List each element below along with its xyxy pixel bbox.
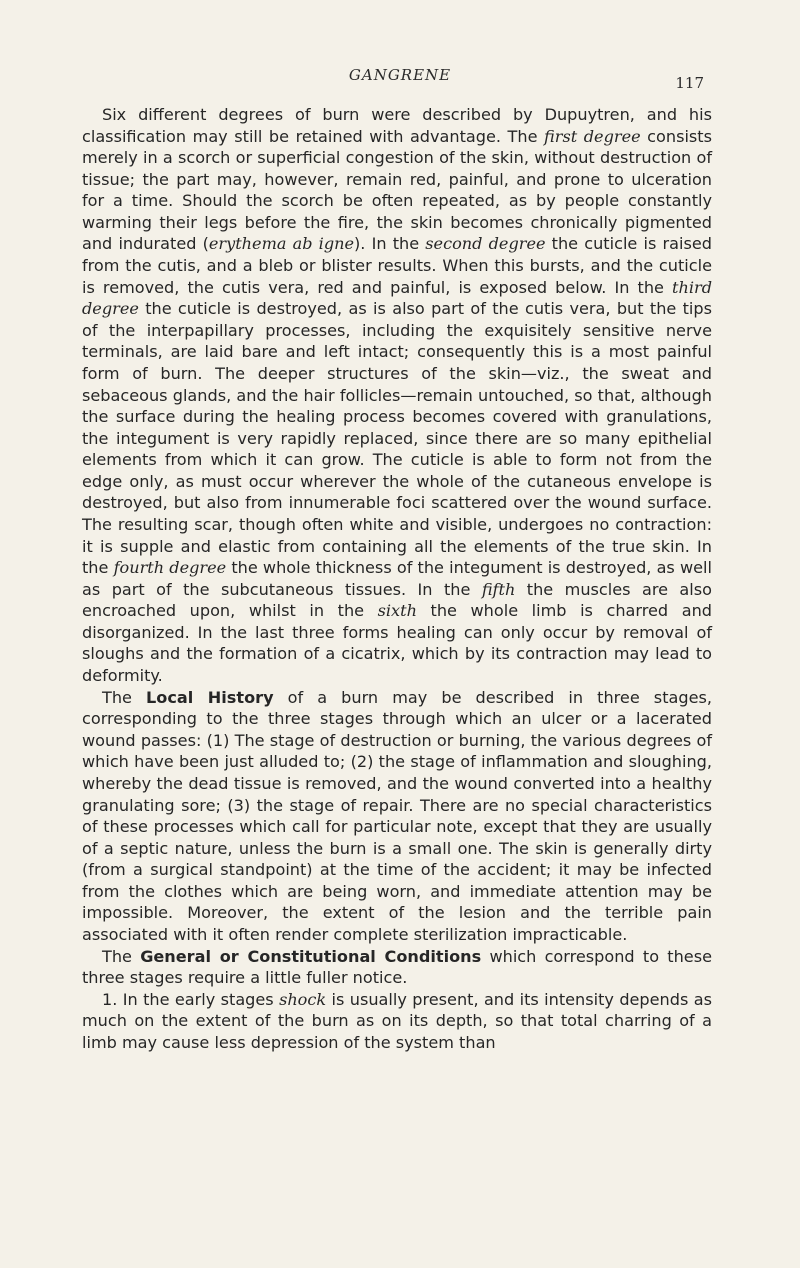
- term-fifth: fifth: [481, 579, 516, 599]
- page-number: 117: [675, 74, 704, 92]
- heading-local-history: Local History: [146, 687, 274, 707]
- term-erythema-ab-igne: erythema ab igne: [208, 234, 355, 254]
- term-first-degree: first degree: [544, 126, 641, 146]
- term-sixth: sixth: [377, 601, 417, 621]
- paragraph: Six different degrees of burn were described by Dupuytren, and his classification may still be retained with advantage. The first degree consists merely in a scorch or superficial congestion of the skin, without destruction of tissue; the part may, however, remain red, painful, and prone to ulceration for a time. Should the scorch be often repeated, as by people constantly warming their legs before the fire, the skin becomes chronically pigmented and indurated (erythema ab igne). In the second degree the cuticle is raised from the cutis, and a bleb or blister results. When this bursts, and the cuticle is removed, the cutis vera, red and painful, is exposed below. In the third degree the cuticle is destroyed, as is also part of the cutis vera, but the tips of the interpapillary processes, including the exquisitely sensitive nerve terminals, are laid bare and left intact; consequently this is a most painful form of burn. The deeper structures of the skin—viz., the sweat and sebaceous glands, and the hair follicles—remain untouched, so that, although the surface during the healing process becomes covered with granulations, the integument is very rapidly replaced, since there are so many epithelial elements from which it can grow. The cuticle is able to form not from the edge only, as must occur wherever the whole of the cutaneous envelope is destroyed, but also from innumerable foci scattered over the wound surface. The resulting scar, though often white and visible, undergoes no contraction: it is supple and elastic from containing all the elements of the true skin. In the fourth degree the whole thickness of the integument is destroyed, as well as part of the subcutaneous tissues. In the fifth the muscles are also encroached upon, whilst in the sixth the whole limb is charred and disorganized. In the last three forms healing can only occur by removal of sloughs and the formation of a cicatrix, which by its contraction may lead to deformity.: [82, 105, 713, 686]
- term-second-degree: second degree: [425, 234, 546, 254]
- paragraph: 1. In the early stages shock is usually present, and its intensity depends as much on the extent of the burn as on its depth, so that total charring of a limb may cause less depression of the system than: [82, 989, 712, 1052]
- term-fourth-degree: fourth degree: [113, 558, 227, 578]
- body-text: [82, 104, 712, 1053]
- heading-general-conditions: General or Constitutional Conditions: [140, 946, 482, 966]
- paragraph: The Local History of a burn may be described in three stages, corresponding to the three stages through which an ulcer or a lacerated wound passes: (1) The stage of destruction or burning, the various degrees of which have been just alluded to; (2) the stage of inflammation and sloughing, whereby the dead tissue is removed, and the wound converted into a healthy granulating sore; (3) the stage of repair. There are no special characteristics of these processes which call for particular note, except that they are usually of a septic nature, unless the burn is a small one. The skin is generally dirty (from a surgical standpoint) at the time of the accident; it may be infected from the clothes which are being worn, and immediate attention may be impossible. Moreover, the extent of the lesion and the terrible pain associated with it often render complete sterilization impracticable.: [82, 687, 712, 944]
- term-third-degree: third degree: [82, 277, 712, 319]
- paragraph: The General or Constitutional Conditions which correspond to these three stages require a little fuller notice.: [82, 946, 712, 988]
- running-title: GANGRENE: [348, 66, 452, 84]
- term-shock: shock: [279, 989, 327, 1009]
